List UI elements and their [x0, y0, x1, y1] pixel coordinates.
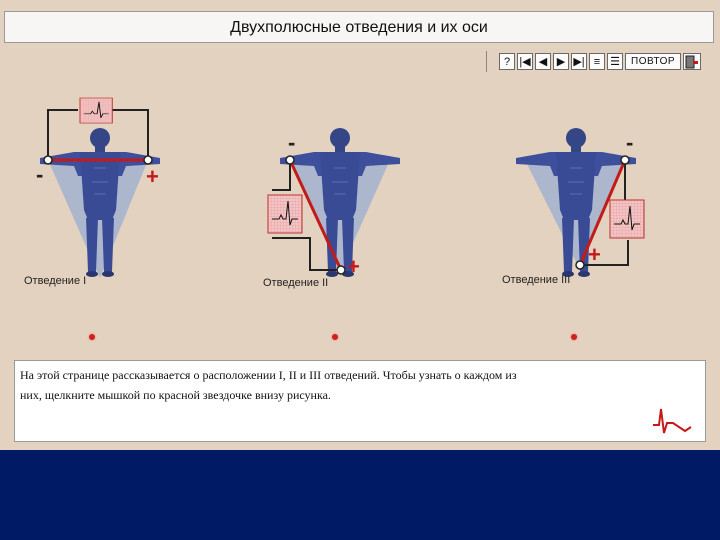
lead-ii-plus: + — [347, 254, 360, 279]
lead-iii-star-button[interactable] — [571, 334, 577, 340]
lead-ii-star-button[interactable] — [332, 334, 338, 340]
lead-i-plus: + — [146, 164, 159, 189]
ecg-logo-icon — [651, 405, 697, 437]
description-line-1: На этой странице рассказывается о расположении I, II и III отведений. Чтобы узнать о каждом из — [20, 368, 517, 382]
lead-iii-caption: Отведение III — [502, 274, 571, 286]
illustration-area — [0, 80, 720, 350]
next-page-icon[interactable]: ▶ — [553, 53, 569, 70]
leads-illustration — [0, 80, 720, 350]
lead-i-minus: - — [36, 162, 44, 187]
footer-band — [0, 450, 720, 540]
first-page-icon[interactable]: |◀ — [517, 53, 533, 70]
title-bar — [4, 11, 714, 43]
lead-i-star-button[interactable] — [89, 334, 95, 340]
lead-ii-minus: - — [288, 130, 296, 155]
help-icon[interactable]: ? — [499, 53, 515, 70]
lead-iii-minus: - — [626, 130, 634, 155]
repeat-button[interactable]: ПОВТОР — [625, 53, 681, 70]
menu-icon[interactable]: ☰ — [607, 53, 623, 70]
notes-icon[interactable]: ≡ — [589, 53, 605, 70]
description-panel — [14, 360, 706, 442]
exit-door-icon[interactable] — [683, 53, 701, 70]
last-page-icon[interactable]: ▶| — [571, 53, 587, 70]
navigation-toolbar — [486, 51, 703, 72]
toolbar-separator — [486, 51, 487, 72]
lead-i-caption: Отведение I — [24, 275, 87, 287]
lead-iii-plus: + — [588, 242, 601, 267]
description-line-2: них, щелкните мышкой по красной звездочке внизу рисунка. — [20, 388, 331, 402]
lead-ii-caption: Отведение II — [263, 277, 329, 289]
prev-page-icon[interactable]: ◀ — [535, 53, 551, 70]
page-title: Двухполюсные отведения и их оси — [230, 19, 488, 36]
